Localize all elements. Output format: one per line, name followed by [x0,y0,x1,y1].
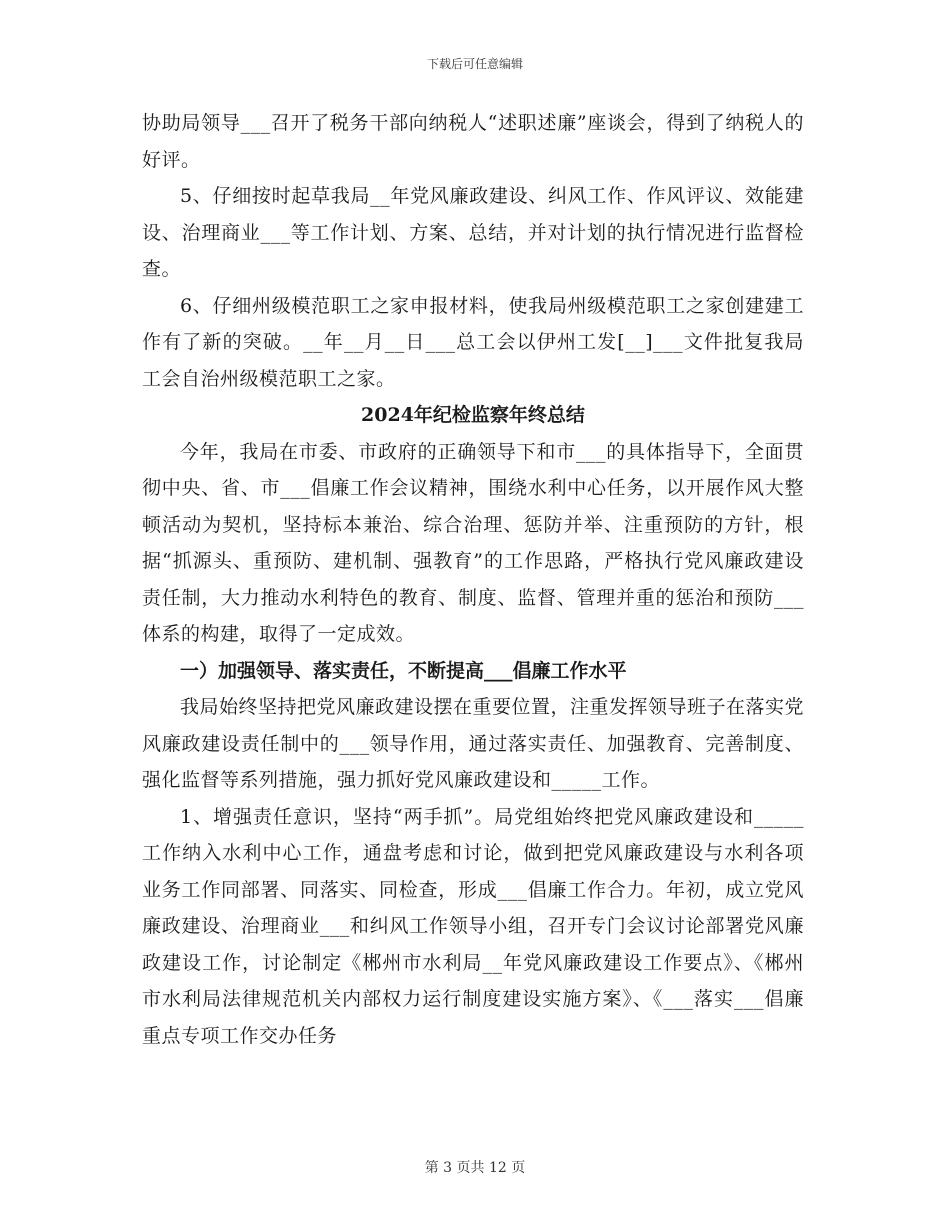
section-subheading: 一）加强领导、落实责任，不断提高___倡廉工作水平 [180,659,627,682]
page-footer: 第 3 页共 12 页 [424,1160,526,1176]
paragraph-item-6: 6、仔细州级模范职工之家申报材料，使我局州级模范职工之家创建建工作有了新的突破。__年__月__日___总工会以伊州工发[__]___文件批复我局工会自治州级模范职工之家。 [142,294,804,390]
page-header: 下载后可任意编辑 [426,57,523,71]
paragraph-item-5: 5、仔细按时起草我局__年党风廉政建设、纠风工作、作风评议、效能建设、治理商业___等工作计划、方案、总结，并对计划的执行情况进行监督检查。 [142,185,804,280]
paragraph-item-1: 1、增强责任意识，坚持“两手抓”。局党组始终把党风廉政建设和_____工作纳入水利中心工作，通盘考虑和讨论，做到把党风廉政建设与水利各项业务工作同部署、同落实、同检查，形成___倡廉工作合力。年初，成立党风廉政建设、治理商业___和纠风工作领导小组，召开专门会议讨论部署党风廉政建设工作，讨论制定《郴州市水利局__年党风廉政建设工作要点》、《郴州市水利局法律规范机关内部权力运行制度建设实施方案》、《___落实___倡廉重点专项工作交办任务 [142,805,804,1047]
paragraph-leadership: 我局始终坚持把党风廉政建设摆在重要位置，注重发挥领导班子在落实党风廉政建设责任制中的___领导作用，通过落实责任、加强教育、完善制度、强化监督等系列措施，强力抓好党风廉政建设和_____工作。 [142,696,805,791]
document-body [142,105,804,1054]
section-title: 2024年纪检监察年终总结 [361,404,585,426]
paragraph-continuation: 协助局领导___召开了税务干部向纳税人“述职述廉”座谈会，得到了纳税人的好评。 [142,112,804,171]
paragraph-intro: 今年，我局在市委、市政府的正确领导下和市___的具体指导下，全面贯彻中央、省、市___倡廉工作会议精神，围绕水利中心任务，以开展作风大整顿活动为契机，坚持标本兼治、综合治理、惩防并举、注重预防的方针，根据“抓源头、重预防、建机制、强教育”的工作思路，严格执行党风廉政建设责任制，大力推动水利特色的教育、制度、监督、管理并重的惩治和预防___体系的构建，取得了一定成效。 [142,440,804,645]
